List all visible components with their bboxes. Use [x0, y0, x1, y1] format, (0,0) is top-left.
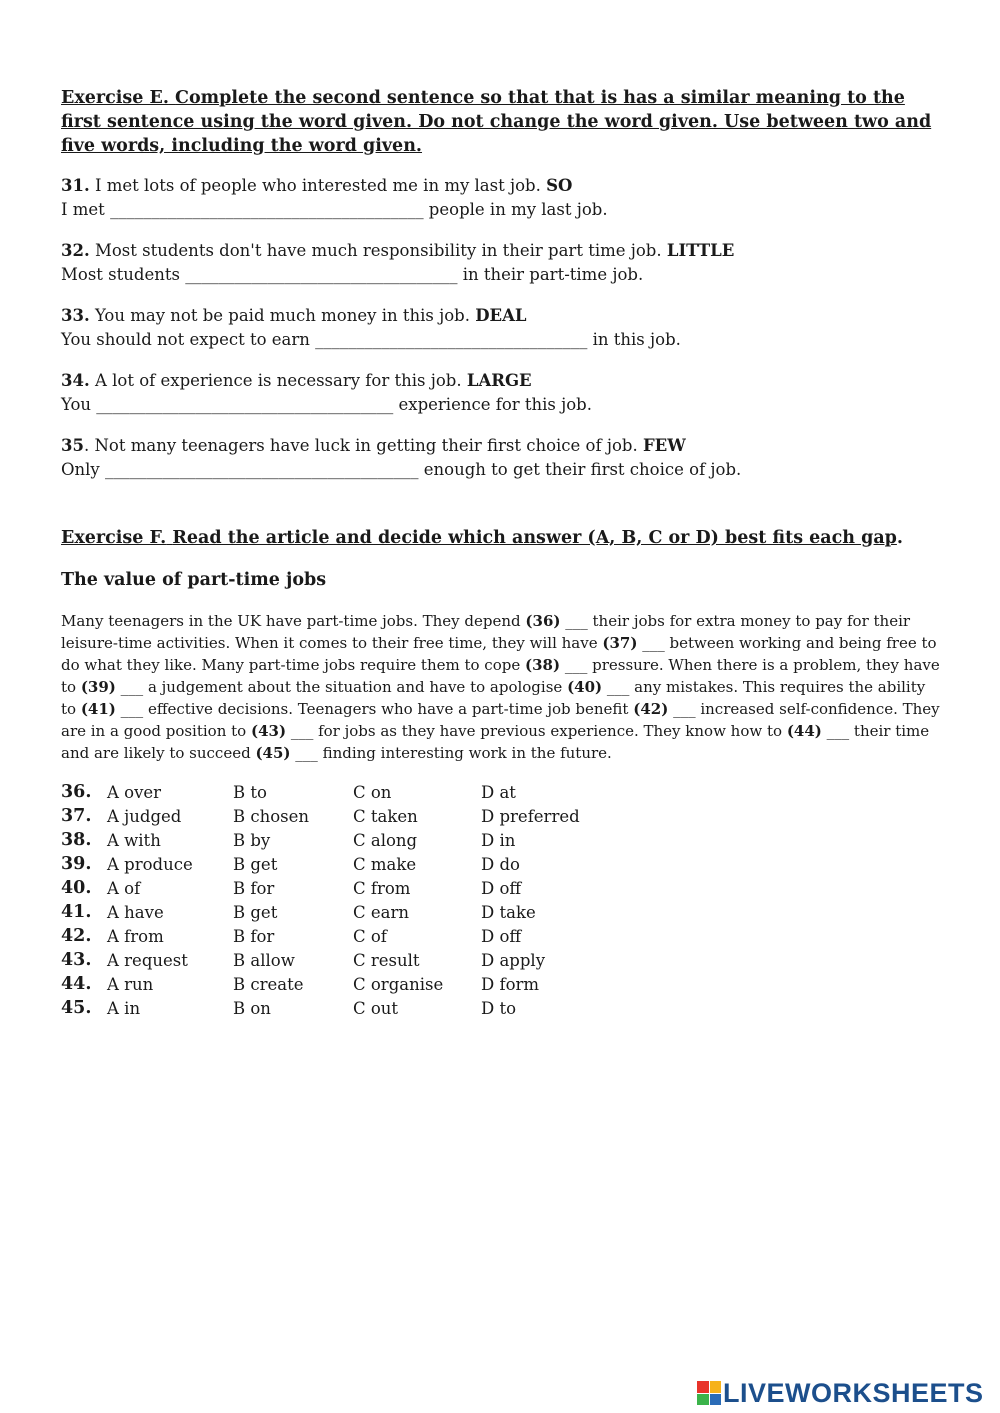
option-c[interactable]: C taken	[353, 806, 418, 826]
article-title: The value of part-time jobs	[61, 570, 327, 590]
rewrite-start: I met	[61, 200, 111, 219]
gap-number: (42)	[633, 700, 669, 718]
choice-row	[61, 924, 941, 948]
option-b[interactable]: B allow	[233, 950, 295, 970]
answer-blank[interactable]: ______________________________________	[105, 460, 419, 479]
logo-square-red	[697, 1381, 709, 1393]
article-text: ___ any mistakes. This requires the ability to	[61, 678, 926, 718]
choice-number: 37.	[61, 806, 92, 826]
option-c[interactable]: C along	[353, 830, 418, 850]
option-b[interactable]: B get	[233, 854, 278, 874]
option-a[interactable]: A from	[107, 926, 164, 946]
question-sentence: I met lots of people who interested me in my last job.	[89, 176, 547, 195]
question-sentence: A lot of experience is necessary for this job.	[89, 371, 467, 390]
answer-blank[interactable]: _________________________________	[185, 265, 458, 284]
exercise-f-heading	[61, 526, 941, 550]
option-c[interactable]: C of	[353, 926, 387, 946]
option-c[interactable]: C result	[353, 950, 420, 970]
question-item	[61, 369, 941, 417]
article-text: Many teenagers in the UK have part-time jobs. They depend	[61, 612, 526, 630]
question-rewrite	[61, 393, 941, 417]
question-rewrite	[61, 263, 941, 287]
question-keyword: SO	[546, 176, 573, 195]
choice-row	[61, 852, 941, 876]
article-text: ___ a judgement about the situation and have to apologise	[115, 678, 568, 696]
choice-row	[61, 876, 941, 900]
gap-number: (37)	[602, 634, 638, 652]
choice-number: 42.	[61, 926, 92, 946]
question-item	[61, 434, 941, 482]
question-sentence: Most students don't have much responsibility in their part time job.	[89, 241, 667, 260]
option-b[interactable]: B chosen	[233, 806, 310, 826]
choice-row	[61, 996, 941, 1020]
question-number: 32.	[61, 241, 90, 260]
rewrite-start: Only	[61, 460, 105, 479]
option-d[interactable]: D off	[481, 878, 522, 898]
article-text: ___ their jobs for extra money to pay for their leisure-time activities. When it comes to their free time, they will have	[61, 612, 911, 652]
question-item	[61, 239, 941, 287]
option-d[interactable]: D take	[481, 902, 536, 922]
option-c[interactable]: C earn	[353, 902, 409, 922]
exercise-f-section	[61, 526, 941, 1020]
answer-blank[interactable]: ______________________________________	[110, 200, 424, 219]
choice-row	[61, 900, 941, 924]
option-d[interactable]: D form	[481, 974, 540, 994]
article-body	[61, 610, 941, 764]
liveworksheets-logo	[697, 1378, 984, 1408]
option-c[interactable]: C from	[353, 878, 411, 898]
question-item	[61, 174, 941, 222]
choice-number: 39.	[61, 854, 92, 874]
option-b[interactable]: B create	[233, 974, 304, 994]
gap-number: (41)	[80, 700, 116, 718]
exercise-e-instruction: Complete the second sentence so that that is has a similar meaning to the first sentence using the word given. Do not change the word given. Use between two and five words, including the word given.	[61, 88, 932, 156]
gap-number: (44)	[786, 722, 822, 740]
question-original	[61, 174, 941, 198]
exercise-e-label: Exercise E.	[61, 88, 169, 108]
question-keyword: FEW	[642, 436, 686, 455]
option-c[interactable]: C make	[353, 854, 417, 874]
choice-number: 44.	[61, 974, 92, 994]
option-d[interactable]: D in	[481, 830, 516, 850]
choice-row	[61, 780, 941, 804]
option-a[interactable]: A request	[107, 950, 188, 970]
question-keyword: LITTLE	[666, 241, 735, 260]
option-d[interactable]: D apply	[481, 950, 546, 970]
rewrite-end: experience for this job.	[393, 395, 592, 414]
question-keyword: LARGE	[466, 371, 532, 390]
option-c[interactable]: C out	[353, 998, 399, 1018]
choice-number: 38.	[61, 830, 92, 850]
choice-row	[61, 972, 941, 996]
logo-mark-icon	[697, 1381, 721, 1405]
option-d[interactable]: D off	[481, 926, 522, 946]
choice-number: 40.	[61, 878, 92, 898]
logo-square-yellow	[710, 1381, 722, 1393]
rewrite-end: in this job.	[587, 330, 681, 349]
choice-number: 45.	[61, 998, 92, 1018]
question-number: 35	[61, 436, 84, 455]
logo-text: LIVEWORKSHEETS	[723, 1377, 984, 1408]
option-a[interactable]: A run	[107, 974, 154, 994]
question-original	[61, 304, 941, 328]
rewrite-start: You	[61, 395, 97, 414]
option-d[interactable]: D at	[481, 782, 516, 802]
option-a[interactable]: A produce	[107, 854, 193, 874]
exercise-e-heading	[61, 86, 941, 158]
choice-number: 36.	[61, 782, 92, 802]
logo-square-green	[697, 1394, 709, 1406]
choice-row	[61, 828, 941, 852]
article-text: ___ for jobs as they have previous experience. They know how to	[286, 722, 787, 740]
rewrite-end: in their part-time job.	[457, 265, 644, 284]
gap-number: (45)	[255, 744, 291, 762]
option-a[interactable]: A with	[107, 830, 161, 850]
choices-table	[61, 780, 941, 1020]
exercise-f-period: .	[896, 528, 903, 548]
gap-number: (36)	[525, 612, 561, 630]
option-c[interactable]: C organise	[353, 974, 444, 994]
option-b[interactable]: B on	[233, 998, 271, 1018]
gap-number: (43)	[250, 722, 287, 740]
option-c[interactable]: C on	[353, 782, 392, 802]
exercise-e-questions	[61, 174, 941, 482]
rewrite-start: You should not expect to earn	[61, 330, 316, 349]
article-text: ___ increased self-confidence. They are in a good position to	[61, 700, 940, 740]
option-d[interactable]: D to	[481, 998, 517, 1018]
option-a[interactable]: A in	[107, 998, 141, 1018]
worksheet-page	[61, 86, 941, 1020]
question-item	[61, 304, 941, 352]
option-b[interactable]: B for	[233, 926, 275, 946]
choice-row	[61, 804, 941, 828]
choice-row	[61, 948, 941, 972]
option-b[interactable]: B by	[233, 830, 271, 850]
option-b[interactable]: B for	[233, 878, 275, 898]
option-a[interactable]: A have	[107, 902, 164, 922]
option-a[interactable]: A over	[107, 782, 162, 802]
question-rewrite	[61, 458, 941, 482]
question-sentence: You may not be paid much money in this job.	[89, 306, 476, 325]
option-a[interactable]: A of	[107, 878, 141, 898]
article-text: ___ effective decisions. Teenagers who have a part-time job benefit	[115, 700, 634, 718]
question-number: 34.	[61, 371, 90, 390]
question-original	[61, 239, 941, 263]
exercise-f-instruction: Read the article and decide which answer (A, B, C or D) best fits each gap	[172, 528, 897, 548]
question-original	[61, 369, 941, 393]
gap-number: (39)	[80, 678, 116, 696]
exercise-f-label: Exercise F.	[61, 528, 167, 548]
option-d[interactable]: D do	[481, 854, 520, 874]
question-original	[61, 434, 941, 458]
rewrite-start: Most students	[61, 265, 186, 284]
question-keyword: DEAL	[475, 306, 527, 325]
question-rewrite	[61, 198, 941, 222]
logo-square-blue	[710, 1394, 722, 1406]
gap-number: (38)	[525, 656, 561, 674]
article-text: ___ pressure. When there is a problem, they have to	[61, 656, 940, 696]
article-text: ___ finding interesting work in the future.	[290, 744, 612, 762]
option-d[interactable]: D preferred	[481, 806, 580, 826]
choice-number: 43.	[61, 950, 92, 970]
question-number: 33.	[61, 306, 90, 325]
answer-blank[interactable]: _________________________________	[315, 330, 588, 349]
article-text: ___ their time and are likely to succeed	[61, 722, 930, 762]
question-sentence: . Not many teenagers have luck in getting their first choice of job.	[83, 436, 643, 455]
question-rewrite	[61, 328, 941, 352]
option-b[interactable]: B to	[233, 782, 267, 802]
article-text: ___ between working and being free to do what they like. Many part-time jobs require them to cope	[61, 634, 937, 674]
gap-number: (40)	[567, 678, 603, 696]
choice-number: 41.	[61, 902, 92, 922]
option-b[interactable]: B get	[233, 902, 278, 922]
option-a[interactable]: A judged	[107, 806, 182, 826]
rewrite-end: people in my last job.	[423, 200, 608, 219]
answer-blank[interactable]: ____________________________________	[96, 395, 394, 414]
question-number: 31.	[61, 176, 90, 195]
rewrite-end: enough to get their first choice of job.	[418, 460, 742, 479]
